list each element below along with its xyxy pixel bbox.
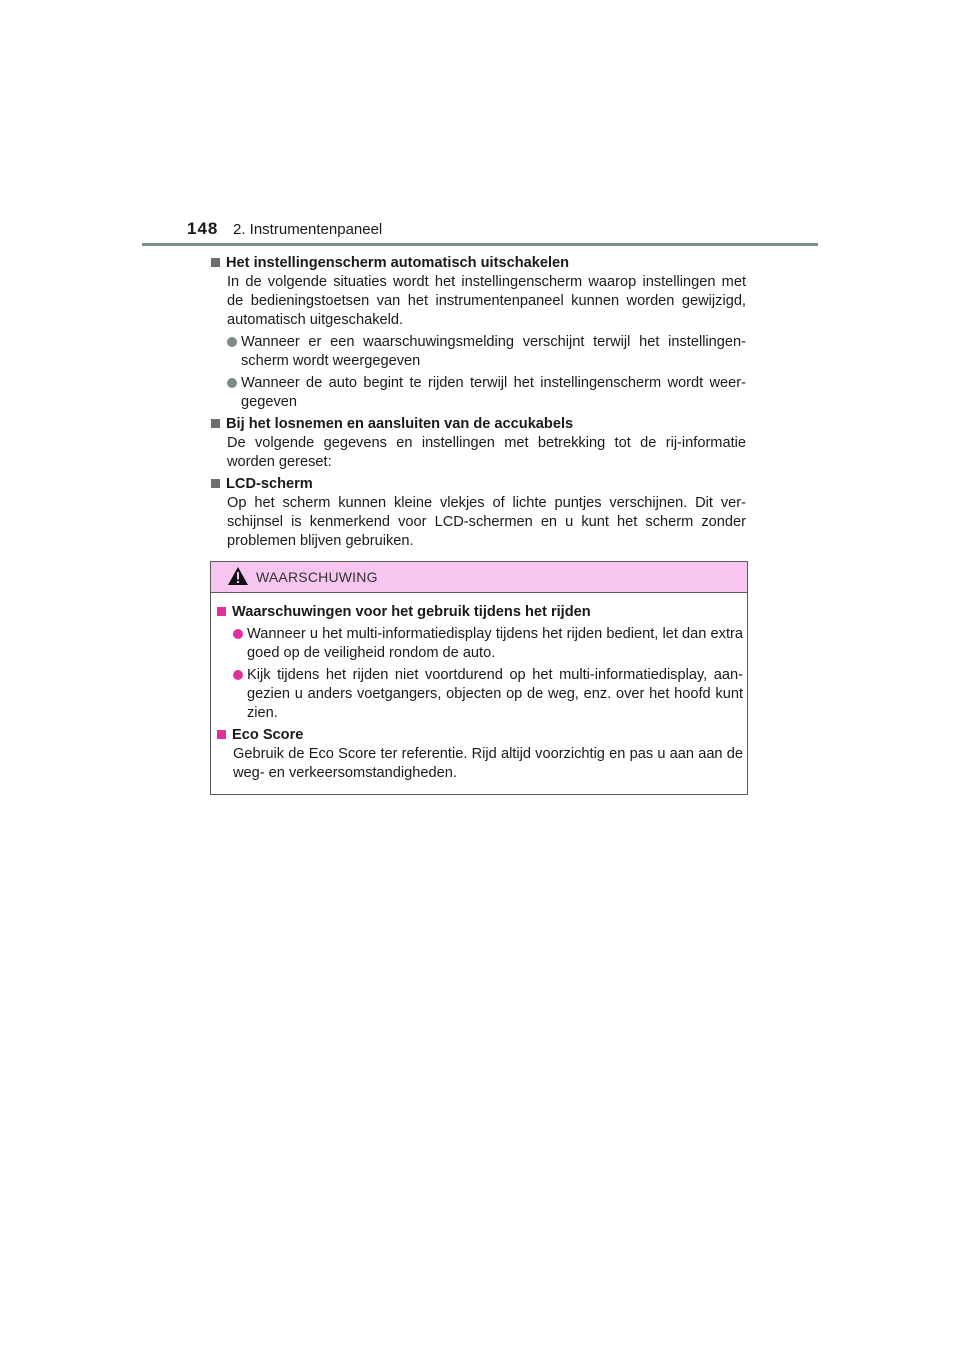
warning-header <box>211 562 747 593</box>
section-body: In de volgende situaties wordt het instellingenscherm waarop instellingen met de bedieningstoetsen van het instrumentenpaneel kunnen worden gewijzigd, automatisch uitgeschakeld. <box>227 274 746 328</box>
list-item: Kijk tijdens het rijden niet voortdurend op het multi-informatiedisplay, aan- gezien u anders voetgangers, objecten op de weg, enz. over het hoofd kunt zien. <box>233 666 743 723</box>
warning-body <box>217 603 743 786</box>
header-divider <box>142 243 818 246</box>
section-lcd-screen <box>211 475 746 551</box>
circle-bullet-icon <box>227 378 237 388</box>
warning-label: WAARSCHUWING <box>256 569 378 585</box>
circle-bullet-icon <box>233 670 243 680</box>
section-auto-off <box>211 254 746 412</box>
section-title: Bij het losnemen en aansluiten van de accukabels <box>226 416 574 432</box>
circle-bullet-icon <box>233 629 243 639</box>
section-title: Het instellingenscherm automatisch uitschakelen <box>226 255 570 271</box>
square-bullet-icon <box>217 607 226 616</box>
section-battery-cables <box>211 415 746 472</box>
section-title: Waarschuwingen voor het gebruik tijdens het rijden <box>232 604 591 620</box>
section-body: Op het scherm kunnen kleine vlekjes of lichte puntjes verschijnen. Dit ver- schijnsel is kenmerkend voor LCD-schermen en u kunt het scherm zonder problemen blijven gebruiken. <box>227 495 746 549</box>
square-bullet-icon <box>211 258 220 267</box>
page-number: 148 <box>187 219 219 238</box>
section-title: LCD-scherm <box>226 476 313 492</box>
list-item: Wanneer u het multi-informatiedisplay tijdens het rijden bedient, let dan extra goed op de veiligheid rondom de auto. <box>233 625 743 663</box>
warning-section-eco-score <box>217 726 743 783</box>
section-body: De volgende gegevens en instellingen met betrekking tot de rij-informatie worden gereset: <box>227 435 746 470</box>
warning-box <box>210 561 748 795</box>
section-title: Eco Score <box>232 727 304 743</box>
list-item: Wanneer de auto begint te rijden terwijl het instellingenscherm wordt weer- gegeven <box>227 374 746 412</box>
list-item: Wanneer er een waarschuwingsmelding verschijnt terwijl het instellingen- scherm wordt weergegeven <box>227 333 746 371</box>
chapter-title: 2. Instrumentenpaneel <box>233 221 383 238</box>
square-bullet-icon <box>211 479 220 488</box>
circle-bullet-icon <box>227 337 237 347</box>
main-content <box>211 254 746 554</box>
page-header <box>0 0 960 250</box>
square-bullet-icon <box>217 730 226 739</box>
section-body: Gebruik de Eco Score ter referentie. Rijd altijd voorzichtig en pas u aan aan de weg- en verkeersomstandigheden. <box>233 746 743 781</box>
square-bullet-icon <box>211 419 220 428</box>
warning-triangle-icon <box>227 566 249 586</box>
warning-section-driving <box>217 603 743 723</box>
